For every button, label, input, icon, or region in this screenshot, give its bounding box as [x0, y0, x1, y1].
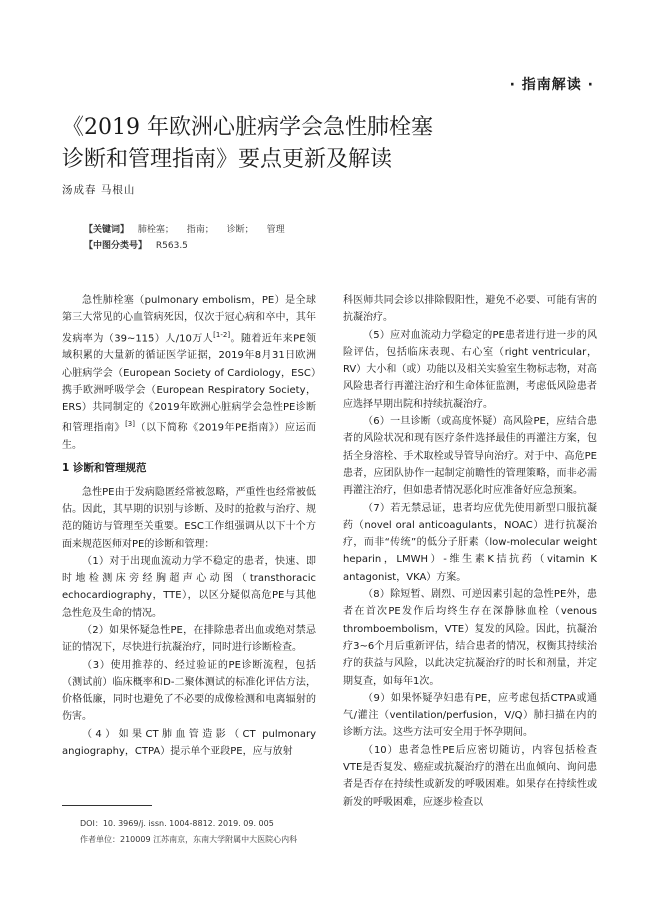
keywords	[84, 222, 295, 235]
list-item-7: （7）若无禁忌证，患者均应优先使用新型口服抗凝药（novel oral anticoagulants，NOAC）进行抗凝治疗，而非“传统”的低分子肝素（low-molecular weight heparin，LMWH）-维生素K拮抗药（vitamin K antagonist，VKA）方案。	[343, 502, 597, 583]
right-column	[343, 292, 597, 811]
keyword-item: 诊断；	[226, 225, 254, 235]
list-item-9: （9）如果怀疑孕妇患有PE，应考虑包括CTPA或通气/灌注（ventilation/perfusion，V/Q）肺扫描在内的诊断方法。这些方法可安全用于怀孕期间。	[343, 692, 597, 739]
keyword-item: 指南；	[186, 225, 214, 235]
intro-paragraph: 急性肺栓塞（pulmonary embolism，PE）是全球第三大常见的心血管病死因，仅次于冠心病和卒中，其年发病率为（39~115）人/10万人[1-2]。随着近年来PE领域积累的大量新的循证医学证据，2019年8月31日欧洲心脏病学会（European Society of Cardiology，ESC）携手欧洲呼吸学会（European Respiratory Society，ERS）共同制定的《2019年欧洲心脏病学会急性PE诊断和管理指南》[3]（以下简称《2019年PE指南》）应运而生。	[62, 295, 316, 452]
list-item-10: （10）患者急性PE后应密切随访，内容包括检查VTE是否复发、癌症或抗凝治疗的潜在出血倾向、询问患者是否存在持续性或新发的呼吸困难。如果存在持续性或新发的呼吸困难，应逐步检查以	[343, 744, 597, 808]
title-line-1: 《2019 年欧洲心脏病学会急性肺栓塞	[62, 115, 433, 140]
section-tag: · 指南解读 ·	[509, 77, 594, 93]
list-item-8: （8）除短暂、剧烈、可逆因素引起的急性PE外，患者在首次PE发作后均终生存在深静脉血栓（venous thromboembolism，VTE）复发的风险。因此，抗凝治疗3~6个月后重新评估，结合患者的情况，权衡其持续治疗的获益与风险，以此决定抗凝治疗的时长和剂量，并定期复查，如每年1次。	[343, 589, 597, 687]
keyword-item: 管理	[266, 225, 285, 235]
left-column	[62, 292, 316, 760]
classification-value: R563.5	[155, 241, 188, 251]
classification-label: 【中图分类号】	[84, 241, 148, 251]
list-item-3: （3）使用推荐的、经过验证的PE诊断流程，包括（测试前）临床概率和D-二聚体测试的标准化评估方法，价格低廉，同时也避免了不必要的成像检测和电离辐射的伤害。	[62, 659, 316, 723]
doi: DOI：10. 3969/j. issn. 1004-8812. 2019. 09. 005	[80, 819, 274, 828]
list-item-2: （2）如果怀疑急性PE，在排除患者出血或绝对禁忌证的情况下，尽快进行抗凝治疗，同时进行诊断检查。	[62, 625, 316, 654]
classification	[84, 238, 188, 251]
paragraph: 急性PE由于发病隐匿经常被忽略，严重性也经常被低估。因此，其早期的识别与诊断、及时的抢救与治疗、规范的随访与管理至关重要。ESC工作组强调从以下十个方面来规范医师对PE的诊断和管理：	[62, 486, 316, 550]
section-heading: 1 诊断和管理规范	[62, 462, 147, 475]
article-title	[62, 112, 622, 176]
list-item-4-cont: 科医师共同会诊以排除假阳性，避免不必要、可能有害的抗凝治疗。	[343, 295, 597, 324]
title-line-2: 诊断和管理指南》要点更新及解读	[62, 147, 393, 172]
keywords-label: 【关键词】	[84, 225, 130, 235]
footnote-divider	[62, 805, 152, 806]
affiliation: 作者单位：210009 江苏南京，东南大学附属中大医院心内科	[80, 835, 298, 844]
authors: 汤成春 马根山	[62, 184, 136, 196]
keyword-item: 肺栓塞；	[137, 225, 174, 235]
list-item-4: （4）如果CT肺血管造影（CT pulmonary angiography，CTPA）提示单个亚段PE，应与放射	[62, 728, 316, 758]
list-item-6: （6）一旦诊断（或高度怀疑）高风险PE，应结合患者的风险状况和现有医疗条件选择最佳的再灌注方案，包括全身溶栓、手术取栓或导管导向治疗。对于中、高危PE患者，应团队协作一起制定前瞻性的管理策略，而非必需再灌注治疗，但如患者情况恶化时应准备好应急预案。	[343, 416, 597, 497]
citation-ref: [3]	[125, 420, 135, 429]
list-item-5: （5）应对血流动力学稳定的PE患者进行进一步的风险评估，包括临床表现、右心室（right ventricular，RV）大小和（或）功能以及相关实验室生物标志物，对高风险患者行再灌注治疗和生命体征监测，考虑低风险患者应选择早期出院和持续抗凝治疗。	[343, 329, 597, 410]
list-item-1: （1）对于出现血流动力学不稳定的患者，快速、即时地检测床旁经胸超声心动图（transthoracic echocardiography，TTE），以区分疑似高危PE与其他急性危及生命的情况。	[62, 555, 316, 619]
citation-ref: [1-2]	[213, 330, 231, 339]
